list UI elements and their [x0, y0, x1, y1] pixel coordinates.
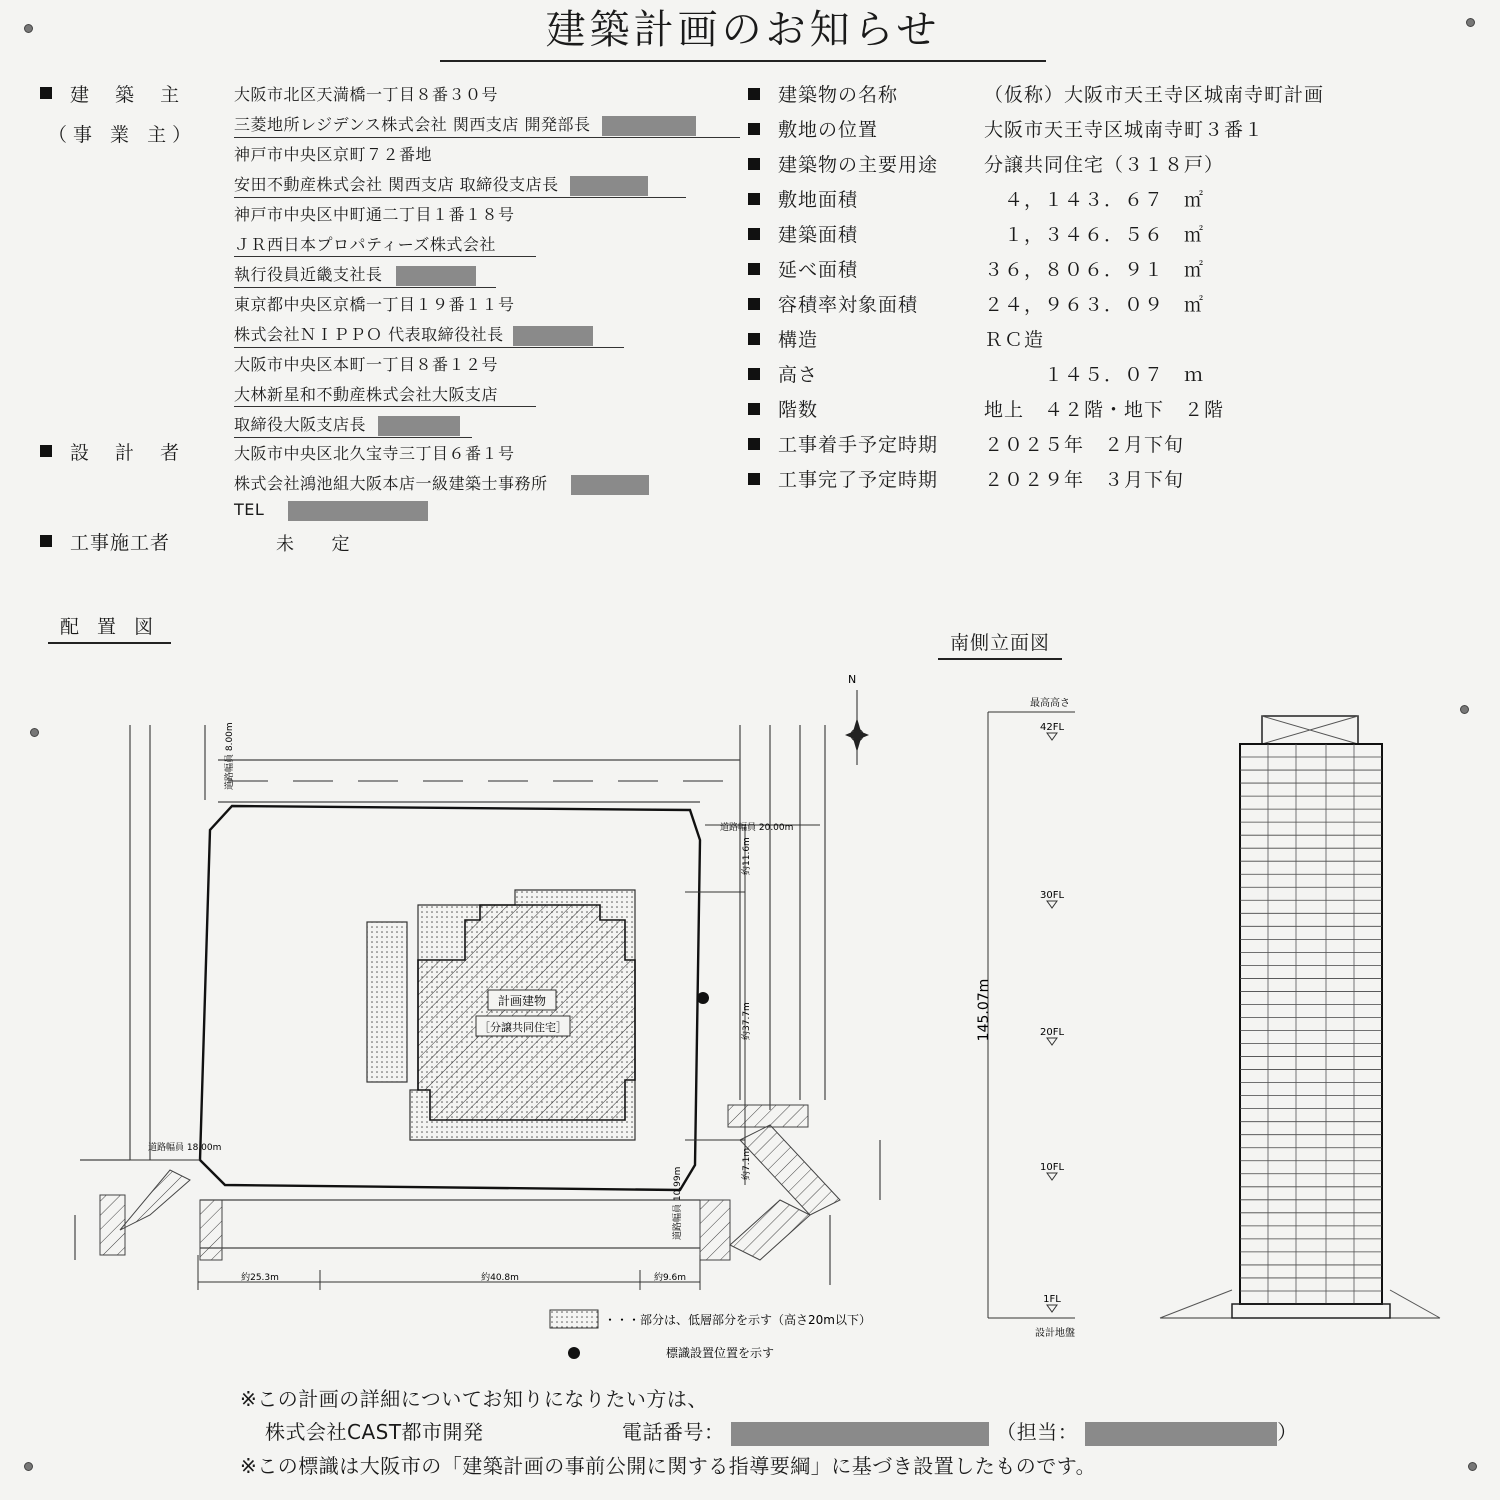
crosswalk: [730, 1200, 810, 1260]
owner-address: 東京都中央区京橋一丁目１９番１１号: [234, 295, 515, 314]
contractor-label: 工事施工者: [70, 532, 171, 554]
contact-close: ）: [1277, 1420, 1298, 1444]
owner-company-text: 三菱地所レジデンス株式会社 関西支店 開発部長: [234, 115, 591, 134]
north-arrow-icon: [845, 690, 869, 765]
detail-key: 構造: [778, 329, 819, 351]
dimension-bottom-2: 約40.8m: [481, 1273, 519, 1283]
detail-key: 工事完了予定時期: [778, 469, 939, 491]
crosswalk: [740, 1125, 840, 1215]
site-plan-title: 配 置 図: [48, 612, 171, 644]
crosswalk: [700, 1200, 730, 1260]
footer-note-2: ※この標識は大阪市の「建築計画の事前公開に関する指導要綱」に基づき設置したものです。: [240, 1454, 1097, 1478]
detail-value: ２０２５年 ２月下旬: [984, 434, 1185, 456]
annex-block: [367, 922, 407, 1082]
elevation-drawing: [988, 712, 1440, 1318]
level-marker-icon: [1047, 1038, 1057, 1045]
legend-sign-marker: [568, 1347, 580, 1359]
owner-address: 大阪市北区天満橋一丁目８番３０号: [234, 85, 499, 104]
contractor-value: 未 定: [276, 534, 350, 555]
tel-label: TEL: [234, 500, 265, 519]
footer-note-1: ※この計画の詳細についてお知りになりたい方は、: [240, 1387, 708, 1411]
detail-key: 工事着手予定時期: [778, 434, 939, 456]
owner-address: 大阪市中央区本町一丁目８番１２号: [234, 355, 499, 374]
detail-value: （仮称）大阪市天王寺区城南寺町計画: [984, 84, 1325, 106]
owner-company-text: 安田不動産株式会社 関西支店 取締役支店長: [234, 175, 559, 194]
detail-key: 高さ: [778, 364, 819, 386]
designer-address: 大阪市中央区北久宝寺三丁目６番１号: [234, 444, 515, 463]
detail-key: 建築物の名称: [778, 84, 899, 106]
designer-company-text: 株式会社鴻池組大阪本店一級建築士事務所: [234, 474, 548, 493]
owner-sublabel: （事 業 主）: [48, 124, 198, 146]
north-label: N: [848, 673, 857, 686]
detail-key: 敷地面積: [778, 189, 859, 211]
footer-company: 株式会社CAST都市開発: [265, 1420, 484, 1444]
crosswalk: [728, 1105, 808, 1127]
footer-phone: [622, 1416, 1298, 1446]
floor-label: 30FL: [1039, 890, 1065, 901]
detail-key: 建築物の主要用途: [778, 154, 939, 176]
building-label: 計画建物: [497, 994, 547, 1008]
level-marker-icon: [1047, 901, 1057, 908]
road-width-bottom: 道路幅員 10.99m: [673, 1166, 683, 1240]
dimension-bottom-1: 約25.3m: [241, 1273, 279, 1283]
floor-label: 42FL: [1039, 722, 1065, 733]
detail-value: 分譲共同住宅（３１８戸）: [984, 154, 1225, 176]
detail-value: １，３４６．５６ ㎡: [984, 224, 1205, 246]
detail-key: 敷地の位置: [778, 119, 879, 141]
owner-address: 神戸市中央区京町７２番地: [234, 145, 433, 164]
designer-label: 設 計 者: [70, 442, 190, 464]
phone-label: 電話番号：: [622, 1420, 725, 1444]
road-width-right: 道路幅員 20.00m: [720, 823, 794, 833]
detail-value: ２０２９年 ３月下旬: [984, 469, 1185, 491]
page-title: 建築計画のお知らせ: [440, 4, 1046, 62]
detail-value: 大阪市天王寺区城南寺町３番１: [984, 119, 1265, 141]
detail-value: １４５．０７ ｍ: [984, 364, 1205, 386]
legend-sign-text: 標識設置位置を示す: [666, 1346, 775, 1360]
elevation-height: 145.07m: [976, 978, 992, 1042]
floor-label: 20FL: [1039, 1027, 1065, 1038]
owner-address: 神戸市中央区中町通二丁目１番１８号: [234, 205, 515, 224]
elevation-title: 南側立面図: [938, 628, 1062, 660]
road-width-top: 道路幅員 8.00m: [225, 722, 235, 790]
contact-label: （担当：: [996, 1420, 1079, 1444]
floor-label: 1FL: [1043, 1294, 1061, 1305]
dimension-bottom-3: 約9.6m: [653, 1273, 687, 1283]
level-marker-icon: [1047, 1173, 1057, 1180]
sign-position-marker: [697, 992, 709, 1004]
detail-key: 建築面積: [778, 224, 859, 246]
redaction: [731, 1422, 989, 1446]
crosswalk: [120, 1170, 190, 1230]
detail-value: 地上 ４２階・地下 ２階: [984, 399, 1225, 421]
crosswalk: [200, 1200, 222, 1260]
detail-key: 延べ面積: [778, 259, 859, 281]
legend-low-text: ・・・部分は、低層部分を示す（高さ20m以下）: [604, 1313, 871, 1327]
owner-company: 大林新星和不動産株式会社大阪支店: [234, 382, 536, 407]
owner-company-text: 執行役員近畿支社長: [234, 265, 383, 284]
elevation-top-label: 最高高さ: [1030, 698, 1070, 709]
detail-value: ２４，９６３．０９ ㎡: [984, 294, 1205, 316]
detail-value: ＲＣ造: [984, 329, 1045, 351]
floor-label: 10FL: [1039, 1162, 1065, 1173]
dimension-right-2: 約37.7m: [742, 1002, 752, 1040]
building-use: ［分譲共同住宅］: [479, 1021, 567, 1034]
detail-key: 容積率対象面積: [778, 294, 919, 316]
redaction: [1085, 1422, 1277, 1446]
crosswalk: [100, 1195, 125, 1255]
owner-company-text: 株式会社ＮＩＰＰＯ 代表取締役社長: [234, 325, 504, 344]
detail-value: ３６，８０６．９１ ㎡: [984, 259, 1205, 281]
level-marker-icon: [1047, 733, 1057, 740]
owner-label: 建 築 主: [70, 84, 190, 106]
dimension-right-3: 約7.1m: [742, 1147, 752, 1180]
level-marker-icon: [1047, 1305, 1057, 1312]
owner-company-text: 取締役大阪支店長: [234, 415, 367, 434]
detail-key: 階数: [778, 399, 819, 421]
dimension-right-1: 約11.6m: [742, 837, 752, 875]
ground-label: 設計地盤: [1035, 1328, 1075, 1339]
legend-low-swatch: [550, 1310, 598, 1328]
road-width-left: 道路幅員 18.00m: [148, 1143, 222, 1153]
owner-company: ＪＲ西日本プロパティーズ株式会社: [234, 232, 536, 257]
detail-value: ４，１４３．６７ ㎡: [984, 189, 1205, 211]
